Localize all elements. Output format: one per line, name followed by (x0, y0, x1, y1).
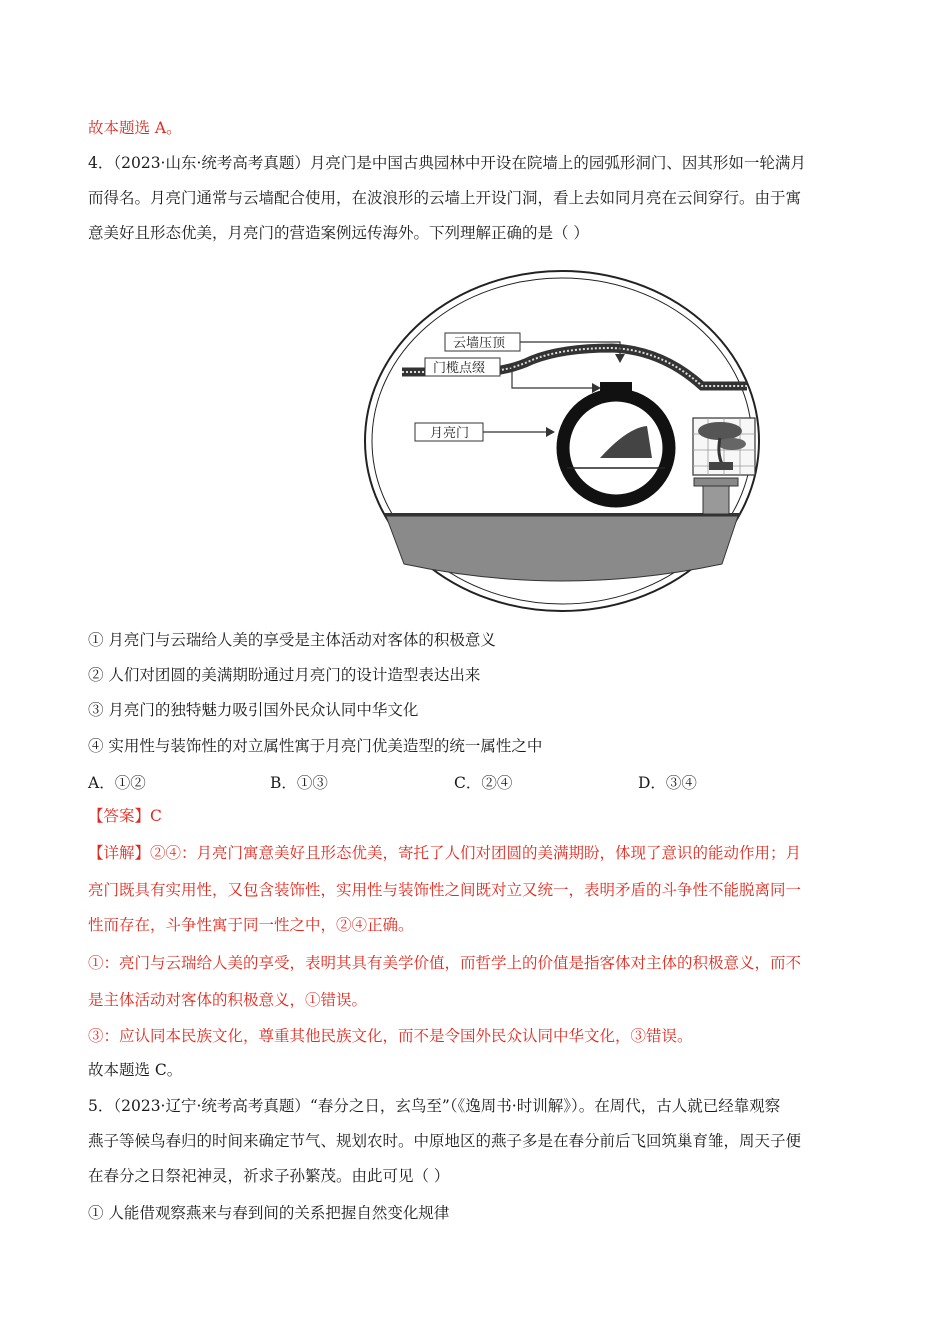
question-4-stem-line-2: 而得名。月亮门通常与云墙配合使用，在波浪形的云墙上开设门洞，看上去如同月亮在云间穿行。由于寓 (88, 189, 802, 207)
pedestal-body (703, 486, 729, 514)
answer-line (88, 806, 162, 826)
explanation-text-1: ②④：月亮门寓意美好且形态优美，寄托了人们对团圆的美满期盼，体现了意识的能动作用；月 (150, 844, 802, 862)
question-4-conclusion: 故本题选 C。 (88, 1061, 183, 1079)
moon-gate-figure (362, 268, 762, 614)
explanation-line-6: ③：应认同本民族文化，尊重其他民族文化，而不是令国外民众认同中华文化，③错误。 (88, 1027, 693, 1045)
moon-gate-illustration (362, 268, 762, 614)
explanation-line-4: ①：亮门与云瑞给人美的享受，表明其具有美学价值，而哲学上的价值是指客体对主体的积极意义，而不 (88, 954, 802, 972)
option-d[interactable]: D．③④ (638, 774, 697, 792)
label-lintel: 门榄点缀 (433, 361, 486, 376)
explanation-line-5: 是主体活动对客体的积极意义，①错误。 (88, 991, 368, 1009)
question-4-stem-line-1: 4．（2023·山东·统考高考真题）月亮门是中国古典园林中开设在院墙上的园弧形洞门、因其形如一轮满月 (88, 154, 806, 172)
answer-tag: 【答案】 (88, 807, 151, 825)
bonsai-pot (709, 462, 733, 470)
question-4-stem-line-3: 意美好且形态优美，月亮门的营造案例远传海外。下列理解正确的是（ ） (88, 224, 589, 242)
label-cloud-wall: 云墙压顶 (453, 336, 506, 351)
bonsai-foliage (698, 422, 742, 440)
answer-value: C (150, 807, 162, 825)
explanation-line-2: 亮门既具有实用性，又包含装饰性，实用性与装饰性之间既对立又统一，表明矛盾的斗争性不能脱离同一 (88, 881, 802, 899)
pedestal-top (694, 478, 738, 486)
question-5-stem-line-3: 在春分之日祭祀神灵，祈求子孙繁茂。由此可见（ ） (88, 1167, 450, 1185)
option-a[interactable]: A．①② (88, 774, 146, 792)
statement-3: ③ 月亮门的独特魅力吸引国外民众认同中华文化 (88, 701, 419, 719)
question-5-stem-line-2: 燕子等候鸟春归的时间来确定节气、规划农时。中原地区的燕子多是在春分前后飞回筑巢育雏，周天子便 (88, 1132, 802, 1150)
explanation-line-1 (88, 843, 801, 863)
explanation-line-3: 性而存在，斗争性寓于同一性之中，②④正确。 (88, 916, 414, 934)
statement-1: ① 月亮门与云瑞给人美的享受是主体活动对客体的积极意义 (88, 631, 496, 649)
statement-2: ② 人们对团圆的美满期盼通过月亮门的设计造型表达出来 (88, 666, 481, 684)
previous-conclusion: 故本题选 A。 (88, 119, 182, 137)
ground-band (386, 516, 738, 581)
option-b[interactable]: B．①③ (270, 774, 328, 792)
statement-4: ④ 实用性与装饰性的对立属性寓于月亮门优美造型的统一属性之中 (88, 737, 543, 755)
label-moon-gate: 月亮门 (430, 426, 470, 441)
question-5-stem-line-1: 5．（2023·辽宁·统考高考真题）“春分之日，玄鸟至”（《逸周书·时训解》）。在周代，古人就已经靠观察 (88, 1097, 781, 1115)
explanation-tag: 【详解】 (88, 844, 151, 862)
question-5-statement-1: ① 人能借观察燕来与春到间的关系把握自然变化规律 (88, 1204, 450, 1222)
option-c[interactable]: C．②④ (454, 774, 513, 792)
answer-options (88, 771, 864, 791)
